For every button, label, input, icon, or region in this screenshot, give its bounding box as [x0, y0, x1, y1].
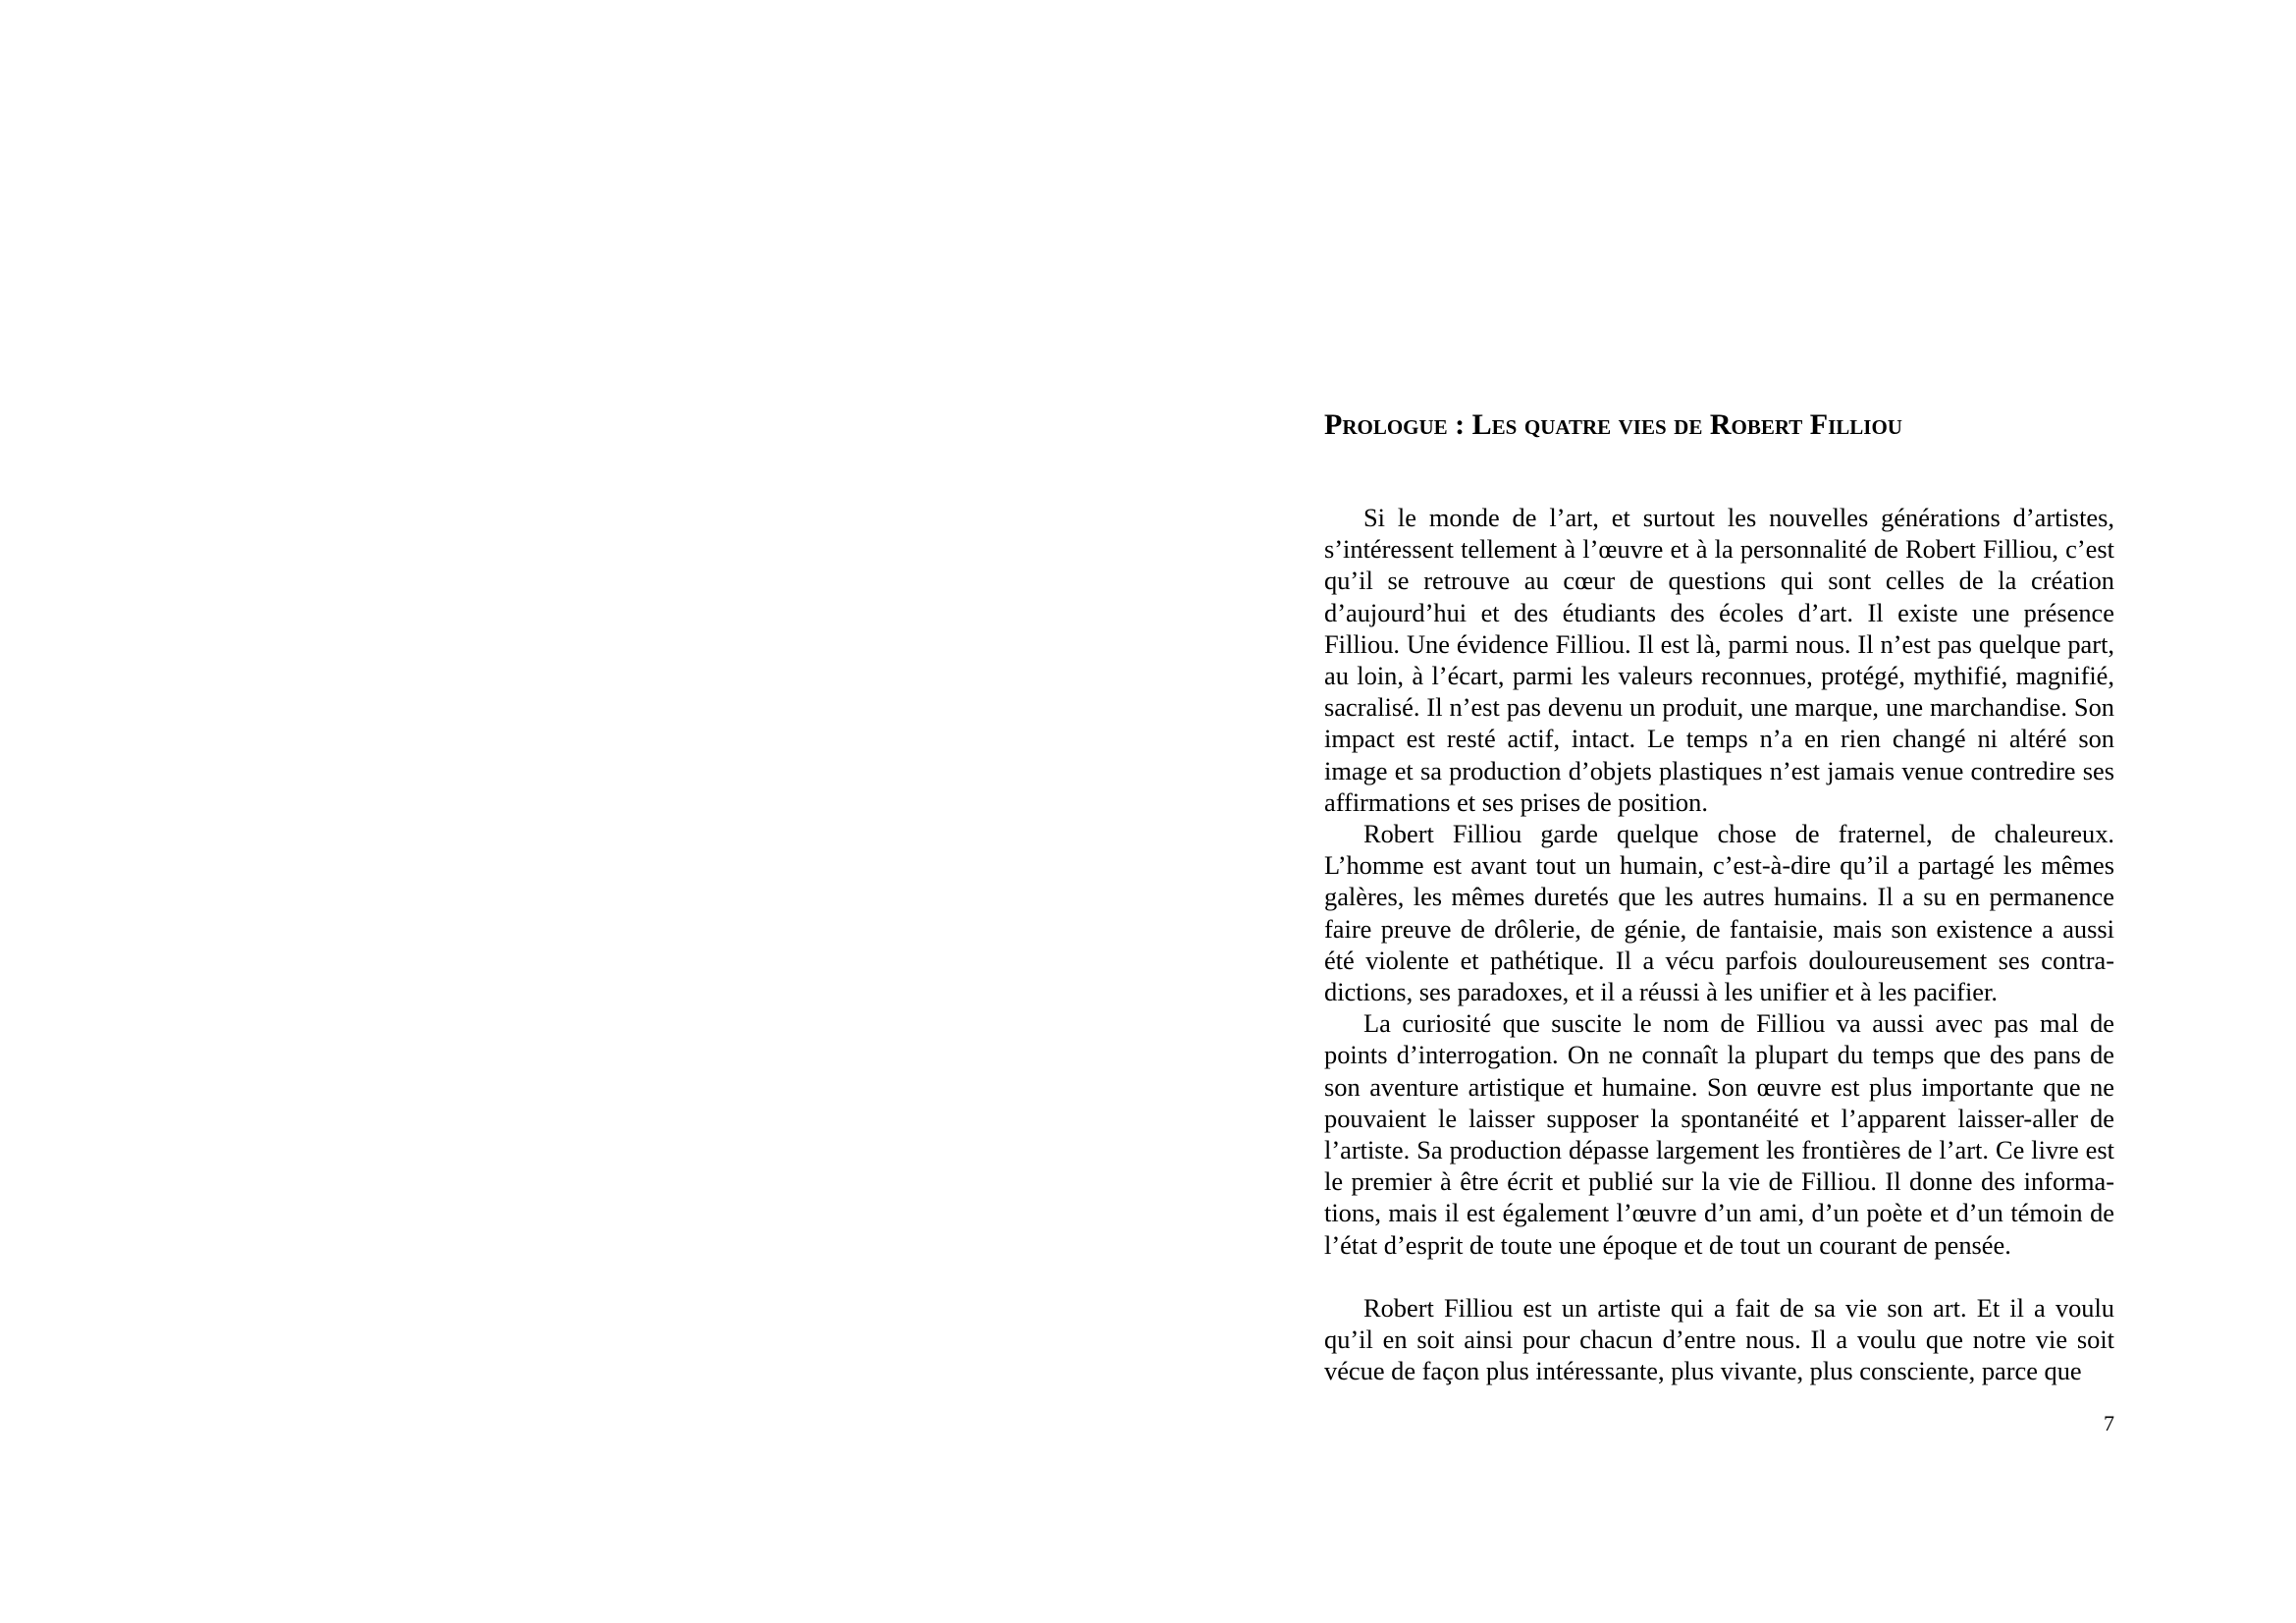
paragraph-1: Si le monde de l’art, et surtout les nouvelles générations d’artistes, s’intéressent tellement à l’œuvre et à la personnalité de Robert Filliou, c’est qu’il se retrouve au cœur de questions qui sont celles de la création d’aujourd’hui et des étudiants des écoles d’art. Il existe une présence Filliou. Une évidence Filliou. Il est là, parmi nous. Il n’est pas quelque part, au loin, à l’écart, parmi les valeurs reconnues, protégé, mythifié, magnifié, sacralisé. Il n’est pas devenu un produit, une marque, une marchandise. Son impact est resté actif, intact. Le temps n’a en rien changé ni altéré son image et sa production d’objets plastiques n’est jamais venue contredire ses affirmations et ses prises de position.	[1324, 503, 2114, 817]
paragraph-3: La curiosité que suscite le nom de Filliou va aussi avec pas mal de points d’interrogation. On ne connaît la plupart du temps que des pans de son aventure artistique et humaine. Son œuvre est plus importante que ne pouvaient le laisser supposer la spontanéité et l’apparent laisser-aller de l’artiste. Sa production dépasse largement les frontières de l’art. Ce livre est le premier à être écrit et publié sur la vie de Filliou. Il donne des informations, mais il est également l’œuvre d’un ami, d’un poète et d’un témoin de l’état d’esprit de toute une époque et de tout un courant de pensée.	[1324, 1008, 2114, 1260]
paragraph-2: Robert Filliou garde quelque chose de fraternel, de chaleureux. L’homme est avant tout un humain, c’est-à-dire qu’il a partagé les mêmes galères, les mêmes duretés que les autres humains. Il a su en permanence faire preuve de drôlerie, de génie, de fantaisie, mais son existence a aussi été violente et pathétique. Il a vécu parfois douloureusement ses contradictions, ses paradoxes, et il a réussi à les unifier et à les pacifier.	[1324, 819, 2114, 1007]
page-number: 7	[2104, 1411, 2114, 1435]
paragraph-4: Robert Filliou est un artiste qui a fait de sa vie son art. Et il a voulu qu’il en soit ainsi pour chacun d’entre nous. Il a voulu que notre vie soit vécue de façon plus intéressante, plus vivante, plus consciente, parce que	[1324, 1293, 2114, 1386]
body-text	[1324, 502, 2114, 1387]
chapter-title: Prologue : Les quatre vies de Robert Filliou	[1324, 408, 1902, 441]
right-page	[1148, 0, 2296, 1623]
